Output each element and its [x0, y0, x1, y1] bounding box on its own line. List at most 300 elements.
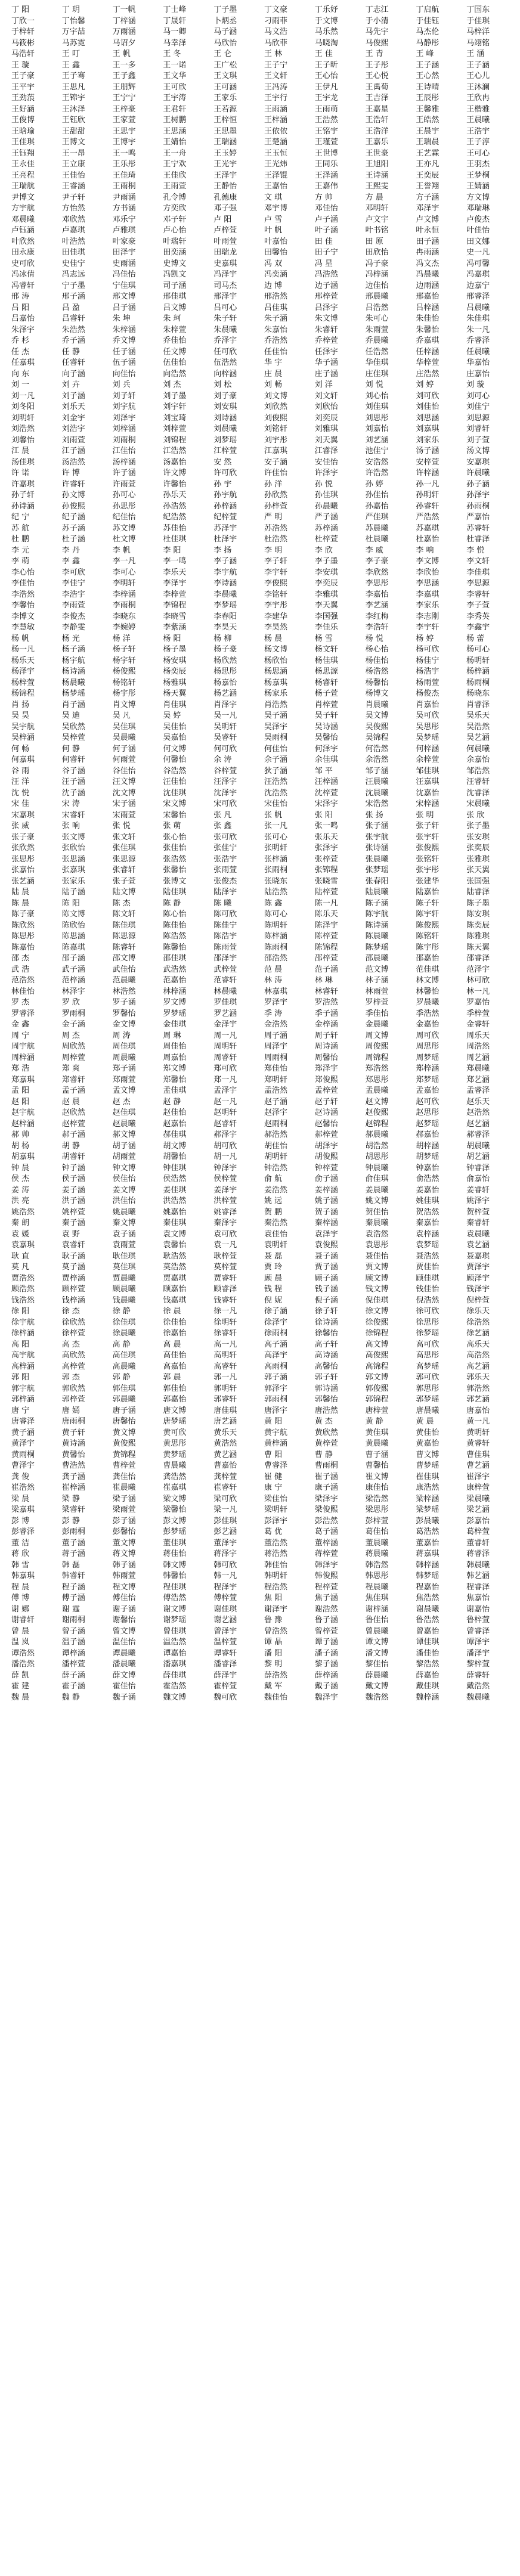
student-name: 张思涵	[61, 854, 85, 864]
student-name: 李梓萱	[163, 590, 187, 599]
student-name: 邓佳怡	[314, 204, 338, 213]
student-name: 丁士峰	[163, 5, 187, 14]
student-name: 李可心	[112, 568, 136, 577]
student-name: 任 杰	[11, 347, 30, 357]
student-name: 刘 卉	[61, 380, 80, 389]
student-name: 郭梦瑶	[416, 1395, 439, 1404]
student-name: 冯佳怡	[112, 270, 136, 279]
student-name: 莫梓萱	[213, 1263, 237, 1272]
student-name: 陆嘉怡	[416, 888, 439, 897]
student-name: 陈天翼	[466, 943, 490, 952]
student-name: 张思源	[112, 854, 136, 864]
student-name: 严佳琪	[365, 513, 389, 522]
student-name: 刘 松	[213, 380, 232, 389]
student-name: 王锦宇	[61, 94, 85, 103]
student-name: 洪梓萱	[213, 1196, 237, 1205]
student-name: 吴嘉怡	[163, 733, 187, 742]
student-name: 张雨萱	[213, 866, 237, 875]
student-name: 董文博	[112, 1538, 136, 1548]
student-name: 张文博	[61, 832, 85, 842]
student-name: 叶瑞轩	[163, 237, 187, 246]
student-name: 安 然	[213, 457, 232, 467]
student-name: 李佳怡	[11, 579, 35, 588]
student-name: 汪嘉琪	[416, 777, 439, 786]
student-name: 冯志远	[61, 270, 85, 279]
student-name: 黄乐天	[213, 1428, 237, 1437]
student-name: 贾文博	[365, 1263, 389, 1272]
student-name: 吕晨曦	[466, 303, 490, 312]
student-name: 汪梓涵	[314, 777, 338, 786]
student-name: 郭睿轩	[213, 1395, 237, 1404]
student-name: 王可涵	[213, 82, 237, 92]
student-name: 周浩然	[466, 1042, 490, 1051]
student-name: 杜 鹏	[11, 535, 30, 544]
student-name: 冯 星	[314, 259, 333, 268]
student-name: 吕嘉怡	[11, 314, 35, 323]
student-name: 周俊熙	[365, 1042, 389, 1051]
student-name: 薛佳琪	[163, 1670, 187, 1680]
student-name: 王佳琪	[11, 138, 35, 147]
student-name: 陆佳琪	[163, 888, 187, 897]
student-name: 李红梅	[365, 612, 389, 621]
student-name: 李俊熙	[264, 579, 287, 588]
student-name: 钱睿轩	[213, 1295, 237, 1305]
student-name: 黄嘉怡	[416, 1439, 439, 1448]
student-name: 张子墨	[466, 822, 490, 830]
student-name: 孟嘉怡	[416, 1086, 439, 1095]
student-name: 陈浩然	[163, 932, 187, 941]
student-name: 王子豪	[11, 72, 35, 80]
student-name: 郭浩然	[466, 1384, 490, 1393]
student-name: 莫 凡	[11, 1263, 30, 1272]
student-name: 刘 一	[11, 380, 30, 389]
student-name: 俞 航	[264, 1174, 283, 1183]
student-name: 林可欣	[466, 976, 490, 985]
student-name: 钱浩然	[11, 1295, 35, 1305]
name-list-grid	[10, 5, 515, 1703]
student-name: 周泽宇	[264, 1042, 287, 1051]
student-name: 高浩然	[466, 1351, 490, 1360]
student-name: 徐 晨	[163, 1307, 181, 1316]
student-name: 张浩然	[163, 854, 187, 864]
student-name: 刘铭轩	[264, 424, 287, 433]
student-name: 向子涵	[61, 369, 85, 379]
student-name: 高子轩	[314, 1340, 338, 1349]
student-name: 潘嘉琪	[163, 1660, 187, 1669]
student-name: 刘欣怡	[314, 402, 338, 411]
student-name: 徐乐天	[466, 1307, 490, 1316]
student-name: 王瑞航	[11, 182, 35, 191]
student-name: 潘浩然	[11, 1660, 35, 1669]
student-name: 聂佳怡	[365, 1251, 389, 1261]
student-name: 冯子豪	[365, 259, 389, 268]
student-name: 沈梓萱	[314, 788, 338, 798]
student-name: 张子涵	[365, 822, 389, 830]
student-name: 彭梦瑶	[163, 1527, 187, 1536]
student-name: 杨嘉琪	[264, 678, 287, 687]
student-name: 李佳乐	[314, 623, 338, 632]
student-name: 郑俊熙	[314, 1075, 338, 1084]
student-name: 高一凡	[213, 1340, 237, 1349]
student-name: 吴欣然	[61, 722, 85, 731]
student-name: 姚文博	[365, 1196, 389, 1205]
student-name: 张佳宁	[213, 844, 237, 853]
student-name: 何馨怡	[163, 755, 187, 764]
student-name: 吴可欣	[416, 711, 439, 720]
student-name: 郑艺涵	[466, 1075, 490, 1084]
student-name: 邢子涵	[61, 292, 85, 301]
student-name: 王泽宇	[213, 171, 237, 180]
student-name: 李 帆	[112, 545, 131, 555]
student-name: 韩艺涵	[466, 1571, 490, 1580]
student-name: 梁梦瑶	[416, 1505, 439, 1514]
student-name: 周雨桐	[264, 1053, 287, 1062]
student-name: 秦文博	[112, 1219, 136, 1227]
student-name: 郑睿轩	[61, 1075, 85, 1084]
student-name: 蒋佳怡	[163, 1549, 187, 1558]
student-name: 陈明轩	[264, 920, 287, 930]
student-name: 金文博	[112, 1020, 136, 1029]
student-name: 李一鸣	[163, 557, 187, 566]
student-name: 卢文博	[416, 215, 439, 224]
student-name: 马一卿	[163, 27, 187, 36]
student-name: 邵睿泽	[466, 954, 490, 963]
student-name: 周梦瑶	[416, 1053, 439, 1062]
student-name: 郭 静	[112, 1373, 131, 1382]
student-name: 韩佳怡	[264, 1560, 287, 1570]
student-name: 孙文博	[61, 491, 85, 500]
student-name: 谢馨怡	[112, 1616, 136, 1625]
student-name: 梁一凡	[213, 1505, 237, 1514]
student-name: 曹馨怡	[365, 1461, 389, 1470]
student-name: 王文琪	[213, 72, 237, 80]
student-name: 吕浩然	[365, 303, 389, 312]
student-name: 王可欣	[163, 82, 187, 92]
student-name: 王佳琦	[112, 171, 136, 180]
student-name: 郑雨萱	[112, 1075, 136, 1084]
student-name: 高艺涵	[466, 1362, 490, 1371]
student-name: 武子涵	[61, 965, 85, 974]
student-name: 吴 昊	[11, 711, 30, 720]
student-name: 朱子轩	[213, 314, 237, 323]
student-name: 方文博	[466, 193, 490, 202]
student-name: 张铭轩	[416, 854, 439, 864]
student-name: 杨雨萱	[416, 678, 439, 687]
student-name: 戴子涵	[314, 1682, 338, 1691]
student-name: 郑子涵	[112, 1064, 136, 1073]
student-name: 江嘉琪	[264, 447, 287, 455]
student-name: 杜文博	[112, 535, 136, 544]
student-name: 曾嘉怡	[416, 1626, 439, 1636]
student-name: 王伊凡	[314, 82, 338, 92]
student-name: 张诗涵	[365, 844, 389, 853]
student-name: 焦嘉怡	[466, 1594, 490, 1602]
student-name: 彭嘉怡	[466, 1516, 490, 1526]
student-name: 陈可欣	[213, 910, 237, 919]
student-name: 程浩然	[264, 1582, 287, 1592]
student-name: 曹佳琪	[466, 1450, 490, 1459]
student-name: 林浩然	[112, 987, 136, 996]
student-name: 赵嘉怡	[163, 1119, 187, 1129]
student-name: 郑梓涵	[416, 1064, 439, 1073]
student-name: 郭 杰	[61, 1373, 80, 1382]
student-name: 黎浩然	[416, 1660, 439, 1669]
student-name: 戴文博	[365, 1682, 389, 1691]
student-name: 刘佳宁	[466, 402, 490, 411]
student-name: 李静雯	[61, 623, 85, 632]
student-name: 宋子涵	[112, 799, 136, 808]
student-name: 韩 雪	[11, 1560, 30, 1570]
student-name: 李紫涵	[163, 623, 187, 632]
student-name: 鲁佳怡	[365, 1616, 389, 1625]
student-name: 王辰彤	[416, 94, 439, 103]
student-name: 彭晨曦	[416, 1516, 439, 1526]
student-name: 杜梓萱	[314, 535, 338, 544]
student-name: 王欣冉	[466, 94, 490, 103]
student-name: 沈文博	[112, 788, 136, 798]
student-name: 赵 杰	[112, 1097, 131, 1106]
student-name: 郝 帅	[11, 1130, 30, 1139]
student-name: 方 晨	[365, 193, 383, 202]
student-name: 张宇航	[365, 832, 389, 842]
student-name: 吴 婷	[163, 711, 181, 720]
student-name: 任睿轩	[61, 358, 85, 367]
student-name: 黄睿轩	[466, 1439, 490, 1448]
student-name: 杨雅琪	[163, 678, 187, 687]
student-name: 金嘉怡	[416, 1020, 439, 1029]
student-name: 郑梦瑶	[416, 1075, 439, 1084]
student-name: 宋梓涵	[416, 799, 439, 808]
student-name: 孔令博	[163, 193, 187, 202]
student-name: 张梦瑶	[365, 866, 389, 875]
student-name: 刘明轩	[11, 413, 35, 423]
student-name: 薛浩然	[264, 1670, 287, 1680]
student-name: 汪子涵	[61, 777, 85, 786]
student-name: 王子骞	[61, 72, 85, 80]
student-name: 周 涛	[112, 1031, 131, 1040]
student-name: 庄嘉怡	[466, 369, 490, 379]
student-name: 赵俊熙	[365, 1108, 389, 1117]
student-name: 王宁宁	[112, 94, 136, 103]
student-name: 杨 帆	[11, 634, 30, 643]
student-name: 张馨怡	[163, 866, 187, 875]
student-name: 李志刚	[416, 612, 439, 621]
student-name: 郭 阳	[11, 1373, 30, 1382]
student-name: 纪浩然	[163, 513, 187, 522]
student-name: 李锦程	[163, 601, 187, 610]
student-name: 张锦程	[314, 866, 338, 875]
student-name: 张文轩	[112, 832, 136, 842]
student-name: 周子轩	[314, 1031, 338, 1040]
student-name: 姚 远	[264, 1196, 283, 1205]
student-name: 张 欣	[466, 810, 485, 820]
student-name: 邓明轩	[365, 204, 389, 213]
student-name: 程佳琪	[163, 1582, 187, 1592]
student-name: 周嘉怡	[163, 1053, 187, 1062]
student-name: 郑文博	[163, 1064, 187, 1073]
student-name: 徐雨桐	[264, 1329, 287, 1338]
student-name: 高佳琪	[112, 1351, 136, 1360]
student-name: 程睿泽	[466, 1582, 490, 1592]
student-name: 刘思彤	[365, 413, 389, 423]
student-name: 张晓东	[264, 876, 287, 886]
student-name: 徐明轩	[213, 1318, 237, 1327]
student-name: 薛泽宇	[213, 1670, 237, 1680]
student-name: 陈睿轩	[112, 943, 136, 952]
student-name: 苏泽宇	[213, 523, 237, 533]
student-name: 李雅琪	[314, 590, 338, 599]
student-name: 杨子涵	[61, 645, 85, 654]
student-name: 高可欣	[416, 1340, 439, 1349]
student-name: 李可欣	[61, 568, 85, 577]
student-name: 金泽宇	[213, 1020, 237, 1029]
student-name: 郑嘉琪	[11, 1075, 35, 1084]
student-name: 王思凡	[61, 82, 85, 92]
student-name: 吕梓涵	[416, 303, 439, 312]
student-name: 胡俊熙	[314, 1152, 338, 1161]
student-name: 曾子涵	[61, 1626, 85, 1636]
student-name: 鲁浩然	[416, 1616, 439, 1625]
student-name: 姚嘉怡	[163, 1207, 187, 1217]
student-name: 张嘉怡	[11, 866, 35, 875]
student-name: 刁雨菲	[264, 16, 287, 26]
student-name: 徐子轩	[314, 1307, 338, 1316]
student-name: 曹晨曦	[163, 1461, 187, 1470]
student-name: 高俊熙	[365, 1351, 389, 1360]
student-name: 魏浩然	[365, 1692, 389, 1702]
student-name: 张嘉琪	[61, 866, 85, 875]
student-name: 刘梓涵	[112, 424, 136, 433]
student-name: 曹 阳	[264, 1450, 283, 1459]
student-name: 王梓豪	[112, 104, 136, 114]
student-name: 戴 军	[264, 1682, 283, 1691]
student-name: 张心怡	[163, 832, 187, 842]
student-name: 李 扬	[213, 545, 232, 555]
student-name: 李晓雪	[163, 612, 187, 621]
student-name: 王雨涵	[264, 104, 287, 114]
student-name: 陈欣然	[11, 920, 35, 930]
student-name: 杨睿轩	[314, 678, 338, 687]
student-name: 杨宇彤	[112, 689, 136, 698]
student-name: 李雨萱	[61, 601, 85, 610]
student-name: 钟泽宇	[213, 1163, 237, 1173]
student-name: 潘晨曦	[112, 1660, 136, 1669]
student-name: 陈铭轩	[416, 932, 439, 941]
student-name: 许雨萱	[112, 479, 136, 489]
student-name: 龚 俊	[11, 1472, 30, 1481]
student-name: 姚晨曦	[112, 1207, 136, 1217]
student-name: 苏浩然	[264, 523, 287, 533]
student-name: 刘艺涵	[365, 435, 389, 445]
student-name: 孙宇航	[213, 491, 237, 500]
student-name: 徐泽宇	[264, 1318, 287, 1327]
student-name: 陈宇彤	[416, 943, 439, 952]
student-name: 陈 杰	[112, 898, 131, 908]
student-name: 任 静	[61, 347, 80, 357]
student-name: 孙欣然	[264, 491, 287, 500]
student-name: 崔文博	[365, 1472, 389, 1481]
student-name: 余 涛	[213, 755, 232, 764]
student-name: 朱睿轩	[314, 325, 338, 334]
student-name: 武佳怡	[112, 965, 136, 974]
student-name: 肖晨曦	[365, 700, 389, 709]
student-name: 张国强	[466, 876, 490, 886]
student-name: 唐梓萱	[365, 1406, 389, 1415]
student-name: 于佳琪	[466, 16, 490, 26]
student-name: 龚佳怡	[112, 1472, 136, 1481]
student-name: 秦子涵	[61, 1219, 85, 1227]
student-name: 王 青	[365, 49, 383, 58]
student-name: 聂浩然	[416, 1251, 439, 1261]
student-name: 王 仑	[213, 49, 232, 58]
student-name: 王浩然	[314, 116, 338, 125]
student-name: 王 林	[264, 49, 283, 58]
student-name: 杨心怡	[365, 645, 389, 654]
student-name: 宋馨怡	[163, 810, 187, 820]
student-name: 张一鸣	[314, 822, 338, 830]
student-name: 杨子萱	[314, 689, 338, 698]
student-name: 崔 健	[264, 1472, 283, 1481]
student-name: 袁泽宇	[314, 1229, 338, 1239]
student-name: 孙俊熙	[61, 501, 85, 511]
student-name: 谢艺涵	[213, 1616, 237, 1625]
student-name: 向佳怡	[112, 369, 136, 379]
student-name: 王玉婷	[213, 148, 237, 158]
student-name: 狄子涵	[264, 766, 287, 776]
student-name: 蒋晨曦	[365, 1549, 389, 1558]
student-name: 王光炜	[264, 160, 287, 169]
student-name: 张 明	[416, 810, 434, 820]
student-name: 田文娜	[466, 237, 490, 246]
student-name: 陈雅琪	[466, 932, 490, 941]
student-name: 乔子涵	[61, 336, 85, 345]
student-name: 江 晨	[11, 447, 30, 455]
student-name: 李奕辰	[314, 579, 338, 588]
student-name: 贾 玲	[264, 1263, 283, 1272]
student-name: 许佳怡	[264, 469, 287, 478]
student-name: 王晗瑜	[11, 126, 35, 136]
student-name: 王雨萌	[314, 104, 338, 114]
student-name: 王浩轩	[365, 116, 389, 125]
student-name: 徐俊熙	[365, 1318, 389, 1327]
student-name: 杨思彤	[213, 667, 237, 676]
student-name: 华子涵	[314, 358, 338, 367]
student-name: 马先宇	[365, 27, 389, 36]
student-name: 倪子涵	[314, 1295, 338, 1305]
student-name: 李子萱	[466, 601, 490, 610]
student-name: 范泽宇	[466, 965, 490, 974]
student-name: 孙 婷	[365, 479, 383, 489]
student-name: 洪子涵	[61, 1196, 85, 1205]
student-name: 吕子涵	[112, 303, 136, 312]
student-name: 高梦瑶	[416, 1362, 439, 1371]
student-name: 谷梓萱	[213, 766, 237, 776]
student-name: 莫子涵	[61, 1263, 85, 1272]
student-name: 庄 晨	[264, 369, 283, 379]
student-name: 庄浩然	[416, 369, 439, 379]
student-name: 郭雨桐	[264, 1395, 287, 1404]
student-name: 李安琪	[314, 568, 338, 577]
student-name: 温浩然	[163, 1638, 187, 1647]
student-name: 顾睿泽	[213, 1285, 237, 1294]
student-name: 杨家乐	[264, 689, 287, 698]
student-name: 何浩然	[365, 744, 389, 754]
student-name: 杨一凡	[11, 645, 35, 654]
student-name: 秦晨曦	[365, 1219, 389, 1227]
student-name: 刘佳怡	[416, 402, 439, 411]
student-name: 杨思源	[314, 667, 338, 676]
student-name: 陈俊熙	[416, 920, 439, 930]
